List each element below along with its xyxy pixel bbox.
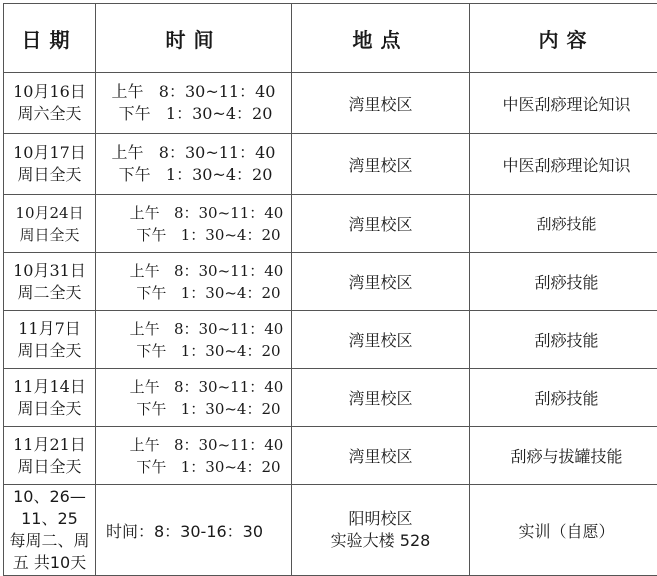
- header-content: 内容: [470, 4, 657, 73]
- date-line: 11月21日: [13, 434, 86, 454]
- date-cell: [4, 369, 96, 427]
- time-cell: 时间：8：30-16：30: [96, 485, 292, 576]
- table-row: [4, 427, 657, 485]
- content-cell: 刮痧与拔罐技能: [470, 427, 657, 485]
- date-line: 11月14日: [13, 376, 86, 396]
- day-line: 周二全天: [17, 282, 82, 302]
- header-time: 时间: [96, 4, 292, 73]
- am-time: 上午 8：30~11：40: [129, 203, 284, 222]
- date-line: 10月24日: [15, 203, 84, 222]
- day-line: 周日全天: [17, 456, 82, 476]
- am-time: 上午 8：30~11：40: [129, 319, 284, 338]
- table-row: [4, 311, 657, 369]
- total-days-line: 五 共10天: [12, 553, 87, 572]
- date-cell: [4, 427, 96, 485]
- time-cell: [96, 311, 292, 369]
- campus-name: 阳明校区: [348, 509, 413, 528]
- date-line: 10月17日: [13, 143, 86, 162]
- date-line: 11月7日: [18, 318, 81, 338]
- content-cell: 实训（自愿）: [470, 485, 657, 576]
- pm-time: 下午 1：30~4：20: [136, 457, 281, 476]
- header-date: 日期: [4, 4, 96, 73]
- place-cell: [292, 485, 470, 576]
- am-time: 上午 8：30~11：40: [111, 143, 276, 162]
- date-cell: [4, 485, 96, 576]
- am-time: 上午 8：30~11：40: [129, 435, 284, 454]
- content-cell: 中医刮痧理论知识: [470, 134, 657, 195]
- table-row-practical: [4, 485, 657, 576]
- day-line: 周日全天: [17, 340, 82, 360]
- time-cell: [96, 134, 292, 195]
- day-line: 周日全天: [17, 165, 82, 184]
- table-row: [4, 195, 657, 253]
- building-room: 实验大楼 528: [330, 531, 431, 550]
- place-cell: 湾里校区: [292, 253, 470, 311]
- place-cell: 湾里校区: [292, 311, 470, 369]
- weekday-line: 每周二、周: [9, 531, 90, 550]
- table-row: [4, 134, 657, 195]
- date-cell: [4, 195, 96, 253]
- date-cell: [4, 311, 96, 369]
- header-place: 地点: [292, 4, 470, 73]
- table-row: [4, 369, 657, 427]
- pm-time: 下午 1：30~4：20: [136, 399, 281, 418]
- day-line: 周六全天: [17, 104, 82, 123]
- table-row: [4, 73, 657, 134]
- date-cell: [4, 253, 96, 311]
- pm-time: 下午 1：30~4：20: [118, 165, 273, 184]
- content-cell: 刮痧技能: [470, 311, 657, 369]
- time-cell: [96, 195, 292, 253]
- header-row: [4, 4, 657, 73]
- place-cell: 湾里校区: [292, 369, 470, 427]
- date-range-end: 11、25: [21, 509, 78, 528]
- time-cell: [96, 73, 292, 134]
- am-time: 上午 8：30~11：40: [129, 377, 284, 396]
- place-cell: 湾里校区: [292, 134, 470, 195]
- content-cell: 刮痧技能: [470, 195, 657, 253]
- time-cell: [96, 253, 292, 311]
- date-range-start: 10、26—: [13, 487, 86, 506]
- content-cell: 刮痧技能: [470, 369, 657, 427]
- place-cell: 湾里校区: [292, 73, 470, 134]
- date-cell: [4, 73, 96, 134]
- date-cell: [4, 134, 96, 195]
- am-time: 上午 8：30~11：40: [111, 82, 276, 101]
- content-cell: 中医刮痧理论知识: [470, 73, 657, 134]
- date-line: 10月31日: [13, 260, 86, 280]
- pm-time: 下午 1：30~4：20: [136, 341, 281, 360]
- place-cell: 湾里校区: [292, 195, 470, 253]
- date-line: 10月16日: [13, 82, 86, 101]
- pm-time: 下午 1：30~4：20: [136, 225, 281, 244]
- place-cell: 湾里校区: [292, 427, 470, 485]
- content-cell: 刮痧技能: [470, 253, 657, 311]
- table-row: [4, 253, 657, 311]
- time-cell: [96, 427, 292, 485]
- pm-time: 下午 1：30~4：20: [118, 104, 273, 123]
- time-cell: [96, 369, 292, 427]
- am-time: 上午 8：30~11：40: [129, 261, 284, 280]
- day-line: 周日全天: [19, 225, 80, 244]
- pm-time: 下午 1：30~4：20: [136, 283, 281, 302]
- schedule-table: [3, 3, 657, 576]
- day-line: 周日全天: [17, 398, 82, 418]
